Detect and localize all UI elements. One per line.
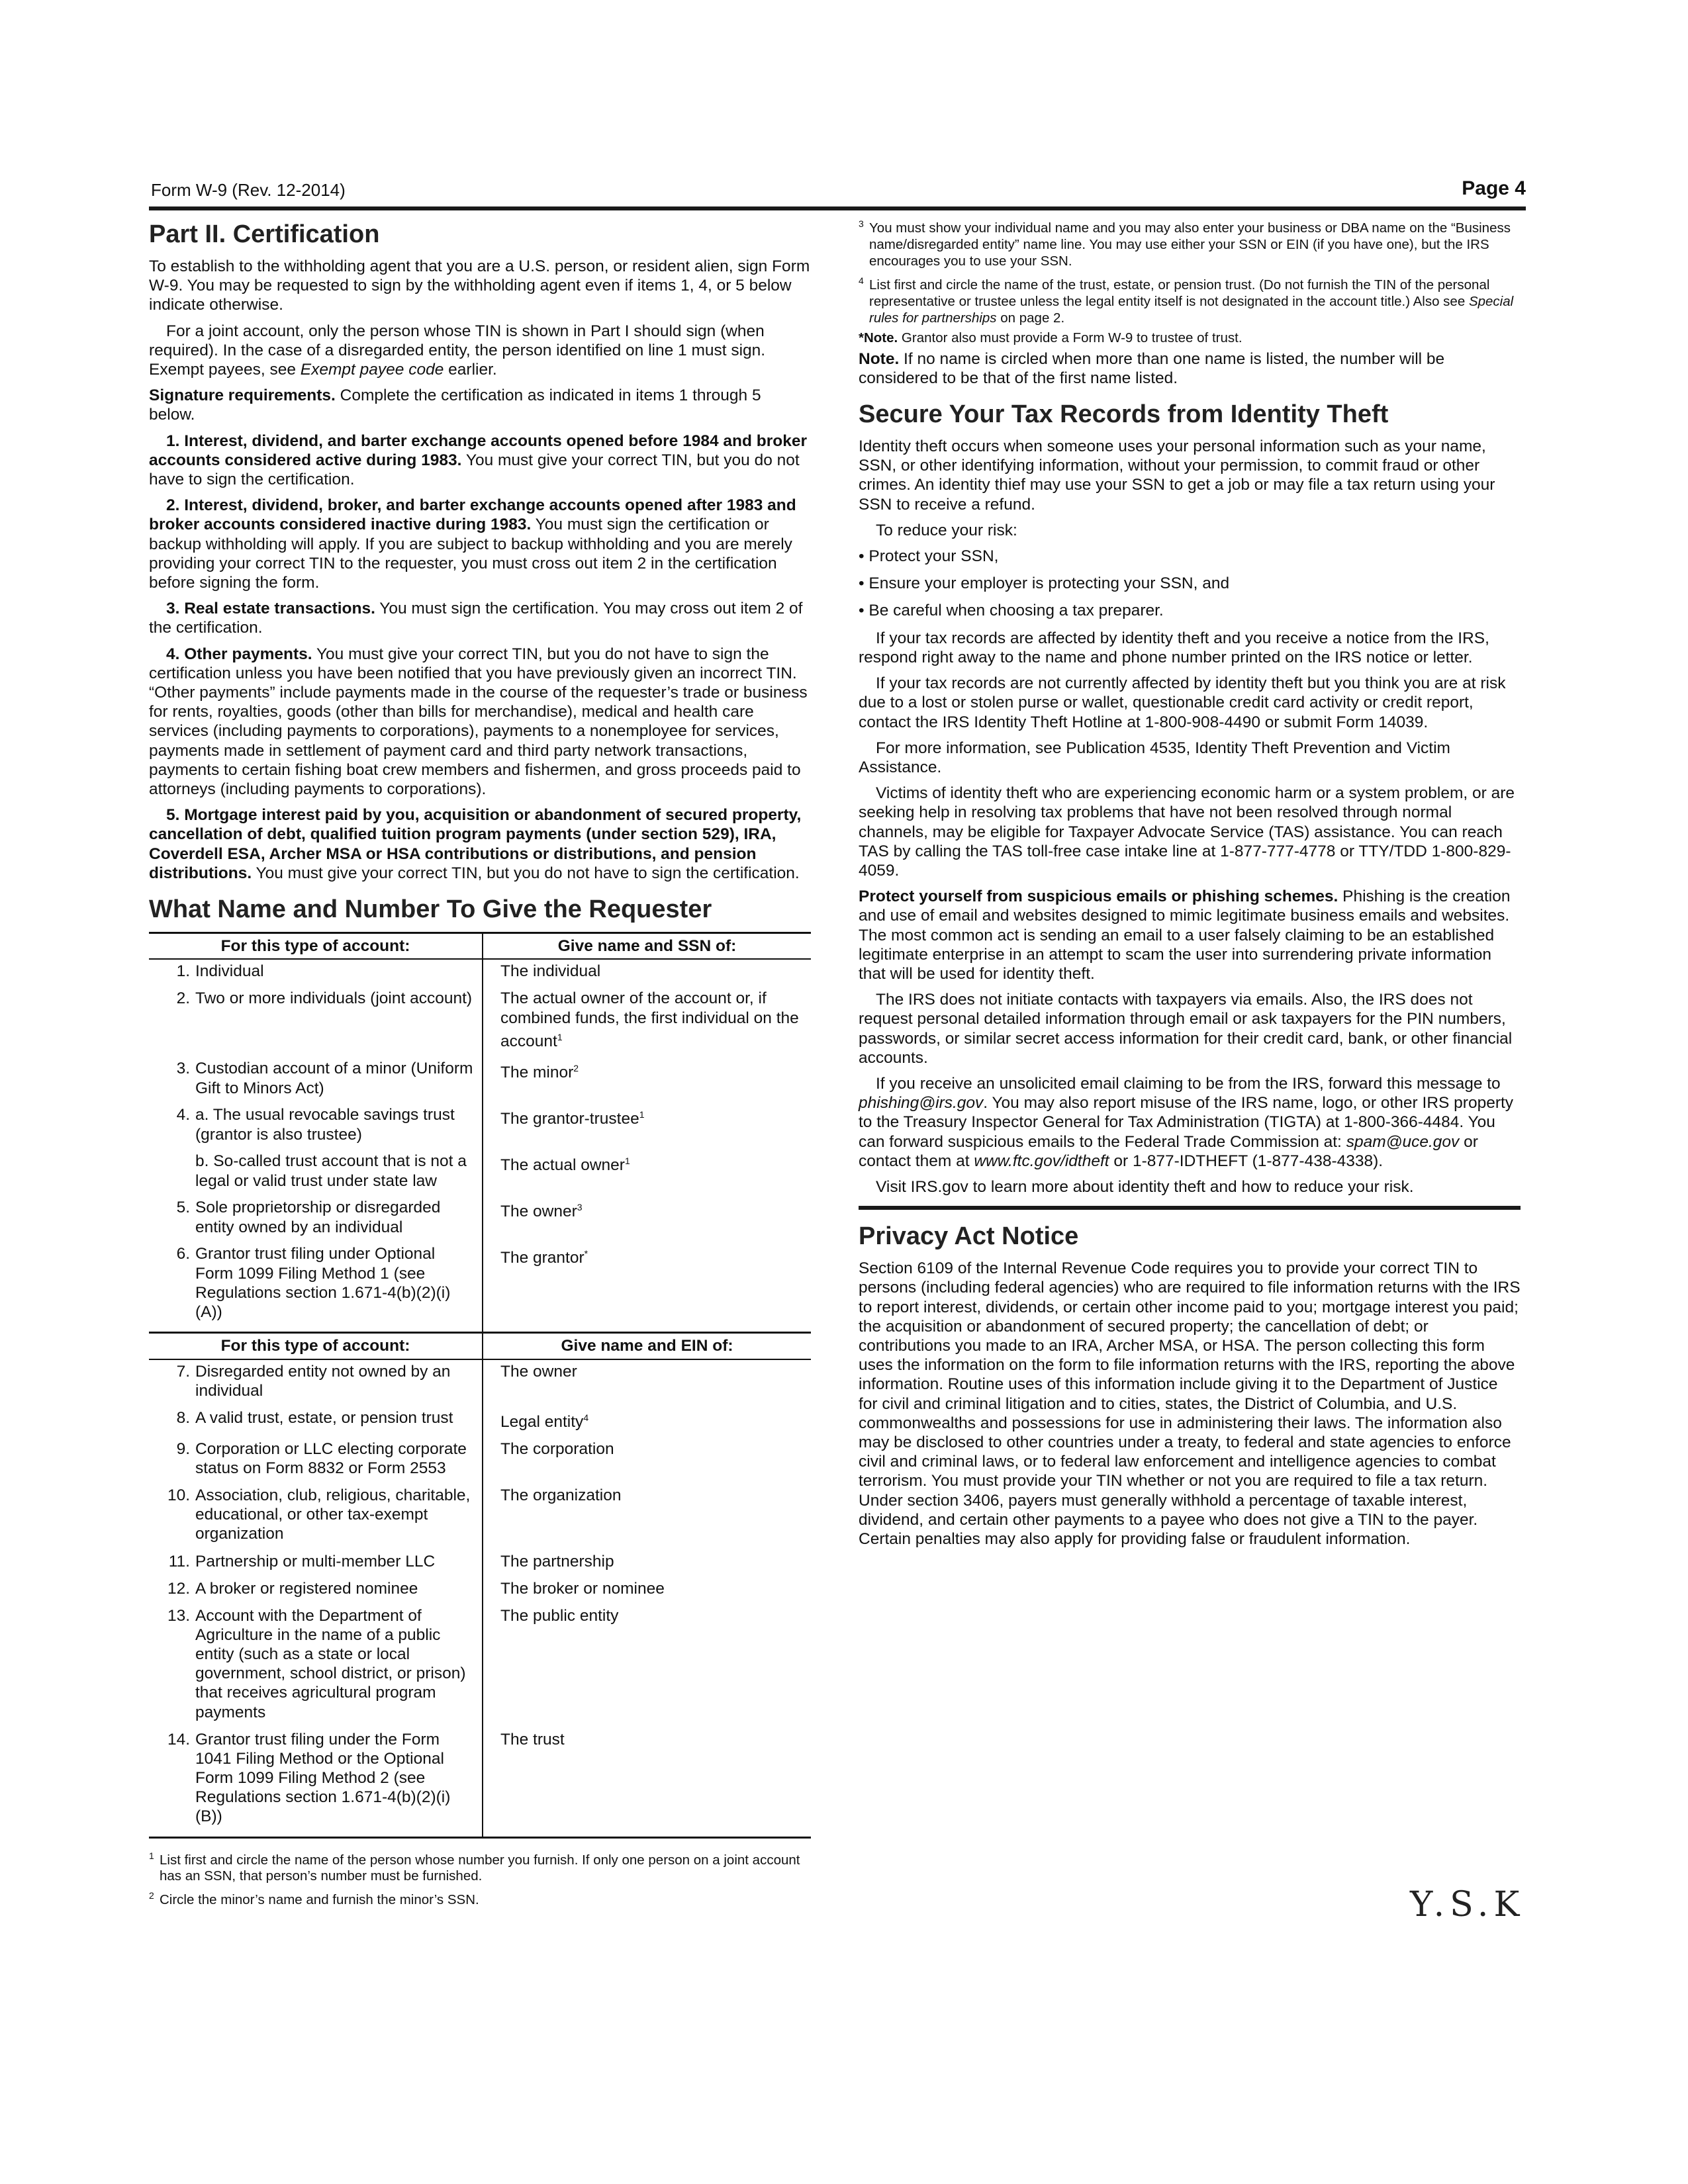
certification-para-1: To establish to the withholding agent that you are a U.S. person, or resident alien, sign Form W-9. You may be requested to sign by the withholding agent even if items 1, 4, or 5 below indicate otherwise. — [149, 257, 810, 314]
account-type: a. The usual revocable savings trust (grantor is also trustee) — [195, 1106, 455, 1144]
account-type: Grantor trust filing under Optional Form 1099 Filing Method 1 (see Regulations section 1.671-4(b)(2)(i) (A)) — [195, 1245, 451, 1321]
identity-theft-heading: Secure Your Tax Records from Identity Theft — [859, 400, 1389, 429]
bold-lead: Signature requirements. — [149, 387, 336, 405]
ein-give-3 — [500, 1439, 804, 1478]
ein-account-cell — [149, 1360, 483, 1837]
ssn-give-3 — [500, 1059, 804, 1097]
ein-give-1 — [500, 1362, 804, 1400]
text: You must give your correct TIN, but you do not have to sign the certification unless you have been notified that you have previously given an incorrect TIN. “Other payments” include payments made in the course of the requester’s trade or business for rents, royalties, goods (other than bills for merchandise), medical and health care services (including payments to corporations), payments to a nonemployee for services, payments made in settlement of payment card and third party network transactions, payments to certain fishing boat crew members and fishermen, and gross proceeds paid to attorneys (including payments to corporations). — [149, 645, 808, 799]
ssn-account-7 — [161, 1244, 475, 1322]
signature-requirements — [149, 386, 811, 424]
ssn-account-2 — [161, 989, 475, 1051]
give-name: The organization — [500, 1486, 622, 1504]
give-name: Legal entity$^4$ — [500, 1412, 589, 1431]
ssn-give-2 — [500, 989, 804, 1051]
bold-lead: 5. Mortgage interest paid by you, acquisition or abandonment of secured property, cancellation of debt, qualified tuition program payments (under section 529), IRA, Coverdell ESA, Archer MSA or HSA contributions or distributions, and pension distributions. — [149, 806, 802, 882]
footnote-text: Circle the minor’s name and furnish the minor’s SSN. — [160, 1892, 479, 1908]
text: You must sign the certification or backup withholding will apply. If you are subject to backup withholding and you are merely providing your correct TIN to the requester, you must cross out item 2 in the certification before signing the form. — [149, 516, 792, 592]
footnote-star-note — [859, 330, 1521, 346]
row-number: 4. — [176, 1106, 190, 1124]
account-type: Sole proprietorship or disregarded entity owned by an individual — [195, 1199, 441, 1236]
footnote-mark: 2 — [149, 1890, 154, 1901]
give-name: The broker or nominee — [500, 1579, 665, 1598]
row-number: 9. — [176, 1439, 190, 1458]
header-rule — [149, 206, 1526, 210]
account-type: Grantor trust filing under the Form 1041 Filing Method or the Optional Form 1099 Filing Method 2 (see Regulations section 1.671-4(b)(2)(i) (B)) — [195, 1730, 451, 1826]
ssn-give-7 — [500, 1244, 804, 1322]
text: For a joint account, only the person whose TIN is shown in Part I should sign (when required). In the case of a disregarded entity, the person identified on line 1 must sign. Exempt payees, see — [149, 322, 766, 379]
text: If no name is circled when more than one name is listed, the number will be considered to be that of the first name listed. — [859, 349, 1445, 387]
spam-email: spam@uce.gov — [1346, 1132, 1460, 1151]
give-name: The minor$^2$ — [500, 1063, 579, 1082]
row-number: 5. — [176, 1199, 190, 1217]
text: . You may also report misuse of the IRS name, logo, or other IRS property to the Treasury Inspector General for Tax Administration (TIGTA) at 1-800-366-4484. You can forward suspicious emails to the Federal Trade Commission at: — [859, 1094, 1514, 1151]
ein-account-8 — [161, 1730, 475, 1827]
privacy-heading: Privacy Act Notice — [859, 1222, 1079, 1251]
phishing-email: phishing@irs.gov — [859, 1094, 984, 1113]
give-name: The individual — [500, 962, 601, 981]
account-type: Custodian account of a minor (Uniform Gift to Minors Act) — [195, 1060, 473, 1097]
ein-account-4 — [161, 1486, 475, 1544]
account-type: A valid trust, estate, or pension trust — [195, 1408, 453, 1427]
ssn-give-1 — [500, 962, 804, 981]
row-number: 13. — [167, 1606, 190, 1625]
footnote-text: List first and circle the name of the person whose number you furnish. If only one person on a joint account has an SSN, that person’s number must be furnished. — [160, 1852, 800, 1884]
ein-account-1 — [161, 1362, 475, 1400]
certification-para-2 — [149, 322, 811, 380]
text: earlier. — [444, 361, 497, 379]
give-name: The actual owner of the account or, if combined funds, the first individual on the account$^1$ — [500, 989, 799, 1050]
ein-account-7 — [161, 1606, 475, 1722]
text: Phishing is the creation and use of email and websites designed to mimic legitimate business emails and websites. The most common act is sending an email to a user falsely claiming to be an established legitimate enterprise in an attempt to scam the user into surrendering private information that will be used for identity theft. — [859, 887, 1511, 983]
ssn-account-3 — [161, 1059, 475, 1097]
row-number: 11. — [168, 1552, 190, 1570]
bullet-employer: • Ensure your employer is protecting your SSN, and — [859, 574, 1230, 593]
bold-lead: 3. Real estate transactions. — [166, 600, 375, 618]
name-number-heading: What Name and Number To Give the Requester — [149, 895, 712, 924]
account-type: b. So-called trust account that is not a legal or valid trust under state law — [195, 1152, 467, 1190]
row-number: 6. — [176, 1245, 190, 1263]
footnote-ref: 3 — [577, 1202, 583, 1213]
ssn-give-4 — [500, 1105, 804, 1144]
text: If you receive an unsolicited email claiming to be from the IRS, forward this message to — [876, 1074, 1501, 1093]
text: You must give your correct TIN, but you do not have to sign the certification. — [252, 864, 800, 882]
identity-para-10: Visit IRS.gov to learn more about identity theft and how to reduce your risk. — [876, 1177, 1414, 1196]
right-column — [859, 216, 1521, 1555]
ein-give-6 — [500, 1579, 804, 1598]
ein-give-2 — [500, 1408, 804, 1432]
identity-para-2: To reduce your risk: — [876, 521, 1017, 539]
row-number: 10. — [167, 1486, 190, 1504]
ftc-url: www.ftc.gov/idtheft — [974, 1152, 1109, 1170]
identity-para-3: If your tax records are affected by identity theft and you receive a notice from the IRS, respond right away to the name and phone number printed on the IRS notice or letter. — [859, 629, 1489, 666]
footnote-4 — [859, 273, 1521, 326]
ein-col-account: For this type of account: — [149, 1334, 483, 1358]
footnote-3 — [859, 216, 1521, 269]
footnote-ref: 1 — [624, 1156, 630, 1167]
bullet-protect-ssn: • Protect your SSN, — [859, 547, 999, 566]
text: You must give your correct TIN, but you do not have to sign the certification. — [149, 451, 800, 489]
account-type: Partnership or multi-member LLC — [195, 1552, 436, 1570]
give-name: The owner$^3$ — [500, 1202, 583, 1221]
identity-para-4: If your tax records are not currently affected by identity theft but you think you are at risk due to a lost or stolen purse or wallet, questionable credit card activity or credit report, contact the IRS Identity Theft Hotline at 1-800-908-4490 or submit Form 14039. — [859, 674, 1506, 731]
bold-lead: *Note. — [859, 330, 898, 345]
give-name: The trust — [500, 1730, 565, 1749]
give-name: The owner — [500, 1362, 577, 1381]
ssn-table-body — [149, 960, 811, 1332]
ein-give-5 — [500, 1552, 804, 1571]
emphasis: Special rules for partnerships — [869, 293, 1514, 326]
cert-item-5 — [149, 805, 811, 883]
table-footnotes — [149, 1848, 811, 1909]
footnote-ref: 1 — [639, 1109, 645, 1120]
row-number: 2. — [176, 989, 190, 1008]
phishing-para — [859, 887, 1521, 983]
footnote-mark: 3 — [859, 218, 864, 229]
certification-heading: Part II. Certification — [149, 220, 380, 248]
account-type: Corporation or LLC electing corporate status on Form 8832 or Form 2553 — [195, 1439, 467, 1477]
bold-lead: 1. Interest, dividend, and barter exchange accounts opened before 1984 and broker accounts considered active during 1983. — [149, 432, 808, 469]
give-name: The public entity — [500, 1606, 619, 1625]
give-name: The corporation — [500, 1439, 614, 1458]
ssn-account-5 — [161, 1152, 475, 1190]
bullet-preparer: • Be careful when choosing a tax preparer. — [859, 602, 1164, 620]
handwritten-initials: Y.S.K — [1410, 1885, 1525, 1925]
cert-item-1 — [149, 432, 811, 490]
ein-account-5 — [161, 1552, 475, 1571]
ein-table-body — [149, 1360, 811, 1837]
text: Grantor also must provide a Form W-9 to trustee of trust. — [898, 330, 1243, 345]
bold-lead: Protect yourself from suspicious emails or phishing schemes. — [859, 887, 1338, 906]
text: on page 2. — [996, 310, 1065, 326]
give-name: The actual owner$^1$ — [500, 1156, 630, 1175]
ssn-give-6 — [500, 1198, 804, 1236]
footnote-mark: 4 — [859, 275, 864, 286]
identity-para-9 — [859, 1074, 1521, 1171]
name-circle-note — [859, 349, 1521, 388]
ssn-account-4 — [161, 1105, 475, 1144]
ssn-give-5 — [500, 1152, 804, 1190]
row-number: 1. — [176, 962, 190, 981]
section-rule — [859, 1206, 1521, 1210]
footnote-ref: 4 — [583, 1412, 589, 1423]
table-footnote-2 — [149, 1888, 811, 1908]
ssn-account-cell — [149, 960, 483, 1332]
ein-give-7 — [500, 1606, 804, 1722]
ssn-col-account: For this type of account: — [149, 934, 483, 958]
bold-lead: Note. — [859, 349, 900, 368]
ein-account-6 — [161, 1579, 475, 1598]
ein-account-3 — [161, 1439, 475, 1478]
ein-give-8 — [500, 1730, 804, 1827]
text: List first and circle the name of the trust, estate, or pension trust. (Do not furnish the TIN of the personal representative or trustee unless the legal entity itself is not designated in the account title.) Also see — [869, 277, 1490, 309]
footnote-mark: 1 — [149, 1850, 154, 1861]
page-number: Page 4 — [1462, 177, 1526, 199]
account-type: Two or more individuals (joint account) — [195, 989, 473, 1008]
footnote-ref: * — [584, 1248, 588, 1259]
emphasis: Exempt payee code — [300, 361, 444, 379]
account-type: Account with the Department of Agriculture in the name of a public entity (such as a state or local government, school district, or prison) that receives agricultural program payments — [195, 1606, 466, 1721]
row-number: 7. — [176, 1362, 190, 1381]
form-title: Form W-9 (Rev. 12-2014) — [151, 180, 346, 200]
name-number-table — [149, 932, 811, 1838]
give-name: The grantor* — [500, 1248, 588, 1267]
footnote-ref: 1 — [557, 1031, 563, 1042]
text: Complete the certification as indicated in items 1 through 5 below. — [149, 387, 761, 424]
ein-table-header — [149, 1332, 811, 1359]
row-number — [161, 1152, 195, 1190]
ein-give-4 — [500, 1486, 804, 1544]
ssn-table-header — [149, 934, 811, 960]
account-type: A broker or registered nominee — [195, 1579, 418, 1598]
bold-lead: 4. Other payments. — [166, 645, 312, 663]
text: or contact them at — [859, 1132, 1478, 1170]
row-number: 3. — [176, 1060, 190, 1078]
account-type: Disregarded entity not owned by an individual — [195, 1362, 451, 1400]
account-type: Association, club, religious, charitable, educational, or other tax-exempt organization — [195, 1486, 471, 1543]
identity-para-8: The IRS does not initiate contacts with taxpayers via emails. Also, the IRS does not request personal detailed information through email or ask taxpayers for the PIN numbers, passwords, or similar secret access information for their credit card, bank, or other financial accounts. — [859, 991, 1513, 1067]
left-column — [149, 216, 811, 1911]
cert-item-2 — [149, 496, 811, 592]
row-number: 12. — [167, 1579, 190, 1598]
give-name: The grantor-trustee$^1$ — [500, 1109, 645, 1128]
privacy-text: Section 6109 of the Internal Revenue Code requires you to provide your correct TIN to persons (including federal agencies) who are required to file information returns with the IRS to report interest, dividends, or certain other income paid to you; mortgage interest you paid; the acquisition or abandonment of secured property; the cancellation of debt; or contributions you made to an IRA, Archer MSA, or HSA. The person collecting this form uses the information on the form to file information returns with the IRS, reporting the above information. Routine uses of this information include giving it to the Department of Justice for civil and criminal litigation and to cities, states, the District of Columbia, and U.S. commonwealths and possessions for use in administering their laws. The information also may be disclosed to other countries under a treaty, to federal and state agencies to enforce civil and criminal laws, or to federal law enforcement and intelligence agencies to combat terrorism. You must provide your TIN whether or not you are required to file a tax return. Under section 3406, payers must generally withhold a percentage of taxable interest, dividend, and certain other payments to a payee who does not give a TIN to the payer. Certain penalties may also apply for providing false or fraudulent information. — [859, 1259, 1521, 1549]
row-number: 8. — [176, 1408, 190, 1427]
cert-item-3 — [149, 599, 811, 637]
footnote-ref: 2 — [573, 1063, 579, 1074]
identity-para-6: Victims of identity theft who are experiencing economic harm or a system problem, or are seeking help in resolving tax problems that have not been resolved through normal channels, may be eligible for Taxpayer Advocate Service (TAS) assistance. You can reach TAS by calling the TAS toll-free case intake line at 1-877-777-4778 or TTY/TDD 1-800-829-4059. — [859, 784, 1515, 880]
cert-item-4 — [149, 645, 811, 799]
ssn-give-cell — [483, 960, 811, 1332]
give-name: The partnership — [500, 1552, 614, 1570]
ein-col-give: Give name and EIN of: — [561, 1337, 733, 1355]
ein-account-2 — [161, 1408, 475, 1432]
identity-para-1: Identity theft occurs when someone uses your personal information such as your name, SSN, or other identifying information, without your permission, to commit fraud or other crimes. An identity thief may use your SSN to get a job or may file a tax return using your SSN to receive a refund. — [859, 437, 1495, 514]
text: You must show your individual name and you may also enter your business or DBA name on the “Business name/disregarded entity” name line. You may use either your SSN or EIN (if you have one), but the IRS encourages you to use your SSN. — [869, 220, 1511, 269]
account-type: Individual — [195, 962, 264, 981]
identity-para-5: For more information, see Publication 4535, Identity Theft Prevention and Victim Assistance. — [859, 739, 1450, 776]
bold-lead: 2. Interest, dividend, broker, and barter exchange accounts opened after 1983 and broker accounts considered inactive during 1983. — [149, 496, 796, 534]
ssn-account-6 — [161, 1198, 475, 1236]
table-footnote-1 — [149, 1848, 811, 1885]
row-number: 14. — [167, 1730, 190, 1749]
ssn-account-1 — [161, 962, 475, 981]
ssn-col-give: Give name and SSN of: — [557, 937, 737, 956]
text: or 1-877-IDTHEFT (1-877-438-4338). — [1109, 1152, 1383, 1170]
ein-give-cell — [483, 1360, 811, 1837]
text: You must sign the certification. You may cross out item 2 of the certification. — [149, 600, 803, 637]
